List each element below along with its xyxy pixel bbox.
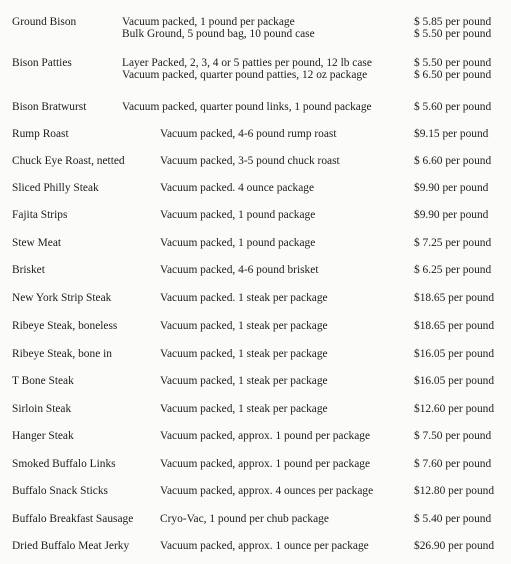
product-name: Chuck Eye Roast, netted bbox=[12, 155, 125, 167]
description-line: Vacuum packed, 1 steak per package bbox=[160, 348, 328, 360]
product-price bbox=[414, 485, 494, 497]
product-description bbox=[122, 101, 372, 113]
price-line: $ 5.40 per pound bbox=[414, 513, 492, 525]
description-line: Vacuum packed, 1 pound package bbox=[160, 209, 316, 221]
price-line: $9.90 per pound bbox=[414, 182, 489, 194]
product-price bbox=[414, 513, 491, 525]
price-line: $18.65 per pound bbox=[414, 320, 495, 332]
product-description bbox=[160, 237, 315, 249]
price-line: $ 5.50 per pound bbox=[414, 28, 492, 40]
price-line: $ 5.50 per pound bbox=[414, 57, 492, 69]
description-line: Vacuum packed, 1 pound package bbox=[160, 237, 316, 249]
price-line: $ 5.85 per pound bbox=[414, 16, 492, 28]
product-price bbox=[414, 292, 494, 304]
price-line: $ 6.25 per pound bbox=[414, 264, 492, 276]
product-name: Bison Bratwurst bbox=[12, 101, 87, 113]
product-description bbox=[160, 430, 370, 442]
product-name: New York Strip Steak bbox=[12, 292, 112, 304]
product-description bbox=[160, 209, 315, 221]
product-name: Rump Roast bbox=[12, 128, 69, 140]
product-price bbox=[414, 540, 494, 552]
price-line: $9.15 per pound bbox=[414, 128, 489, 140]
product-description bbox=[160, 540, 369, 552]
product-price bbox=[414, 403, 494, 415]
product-name: Dried Buffalo Meat Jerky bbox=[12, 540, 130, 552]
description-line: Vacuum packed, quarter pound patties, 12 oz package bbox=[122, 69, 368, 81]
description-line: Vacuum packed, 4-6 pound brisket bbox=[160, 264, 319, 276]
product-description bbox=[160, 292, 328, 304]
price-line: $ 7.25 per pound bbox=[414, 237, 492, 249]
price-line: $ 5.60 per pound bbox=[414, 101, 492, 113]
product-price bbox=[414, 101, 491, 113]
description-line: Vacuum packed, 3-5 pound chuck roast bbox=[160, 155, 340, 167]
product-price bbox=[414, 155, 491, 167]
product-price bbox=[414, 16, 491, 40]
product-name: Ribeye Steak, bone in bbox=[12, 348, 112, 360]
product-name: Sliced Philly Steak bbox=[12, 182, 99, 194]
product-name: Smoked Buffalo Links bbox=[12, 458, 116, 470]
product-description bbox=[122, 57, 372, 81]
description-line: Vacuum packed, approx. 4 ounces per package bbox=[160, 485, 374, 497]
product-price bbox=[414, 375, 494, 387]
price-line: $16.05 per pound bbox=[414, 348, 495, 360]
price-line: $ 6.60 per pound bbox=[414, 155, 492, 167]
product-price bbox=[414, 348, 494, 360]
product-description bbox=[160, 485, 373, 497]
description-line: Bulk Ground, 5 pound bag, 10 pound case bbox=[122, 28, 315, 40]
description-line: Vacuum packed. 1 steak per package bbox=[160, 292, 328, 304]
product-description bbox=[160, 182, 314, 194]
product-name: Stew Meat bbox=[12, 237, 62, 249]
product-name: Buffalo Breakfast Sausage bbox=[12, 513, 134, 525]
price-line: $18.65 per pound bbox=[414, 292, 495, 304]
description-line: Vacuum packed, 4-6 pound rump roast bbox=[160, 128, 337, 140]
product-description bbox=[160, 403, 328, 415]
product-name: Ground Bison bbox=[12, 16, 77, 28]
price-line: $9.90 per pound bbox=[414, 209, 489, 221]
description-line: Cryo-Vac, 1 pound per chub package bbox=[160, 513, 329, 525]
description-line: Vacuum packed, approx. 1 pound per package bbox=[160, 430, 371, 442]
description-line: Vacuum packed, 1 pound per package bbox=[122, 16, 295, 28]
price-line: $ 6.50 per pound bbox=[414, 69, 492, 81]
product-price bbox=[414, 209, 488, 221]
description-line: Vacuum packed, 1 steak per package bbox=[160, 375, 328, 387]
product-description bbox=[160, 320, 328, 332]
description-line: Vacuum packed, 1 steak per package bbox=[160, 403, 328, 415]
product-description bbox=[160, 513, 329, 525]
product-description bbox=[160, 458, 370, 470]
description-line: Vacuum packed, approx. 1 ounce per package bbox=[160, 540, 369, 552]
product-name: Hanger Steak bbox=[12, 430, 74, 442]
product-name: Buffalo Snack Sticks bbox=[12, 485, 108, 497]
product-name: Bison Patties bbox=[12, 57, 72, 69]
product-price bbox=[414, 57, 491, 81]
price-line: $26.90 per pound bbox=[414, 540, 495, 552]
product-name: T Bone Steak bbox=[12, 375, 74, 387]
product-price bbox=[414, 237, 491, 249]
description-line: Vacuum packed, approx. 1 pound per package bbox=[160, 458, 371, 470]
product-price bbox=[414, 128, 488, 140]
product-price bbox=[414, 320, 494, 332]
price-line: $12.80 per pound bbox=[414, 485, 495, 497]
product-name: Fajita Strips bbox=[12, 209, 68, 221]
product-price bbox=[414, 430, 491, 442]
product-price bbox=[414, 264, 491, 276]
description-line: Vacuum packed. 4 ounce package bbox=[160, 182, 315, 194]
price-line: $16.05 per pound bbox=[414, 375, 495, 387]
product-name: Sirloin Steak bbox=[12, 403, 72, 415]
product-description bbox=[160, 264, 318, 276]
product-description bbox=[122, 16, 315, 40]
product-description bbox=[160, 128, 337, 140]
product-price bbox=[414, 182, 488, 194]
price-line: $ 7.50 per pound bbox=[414, 430, 492, 442]
description-line: Layer Packed, 2, 3, 4 or 5 patties per pound, 12 lb case bbox=[122, 57, 372, 69]
description-line: Vacuum packed, 1 steak per package bbox=[160, 320, 328, 332]
product-description bbox=[160, 155, 340, 167]
price-line: $12.60 per pound bbox=[414, 403, 495, 415]
description-line: Vacuum packed, quarter pound links, 1 pound package bbox=[122, 101, 372, 113]
product-name: Brisket bbox=[12, 264, 45, 276]
price-line: $ 7.60 per pound bbox=[414, 458, 492, 470]
product-price bbox=[414, 458, 491, 470]
product-name: Ribeye Steak, boneless bbox=[12, 320, 118, 332]
product-description bbox=[160, 375, 328, 387]
product-description bbox=[160, 348, 328, 360]
